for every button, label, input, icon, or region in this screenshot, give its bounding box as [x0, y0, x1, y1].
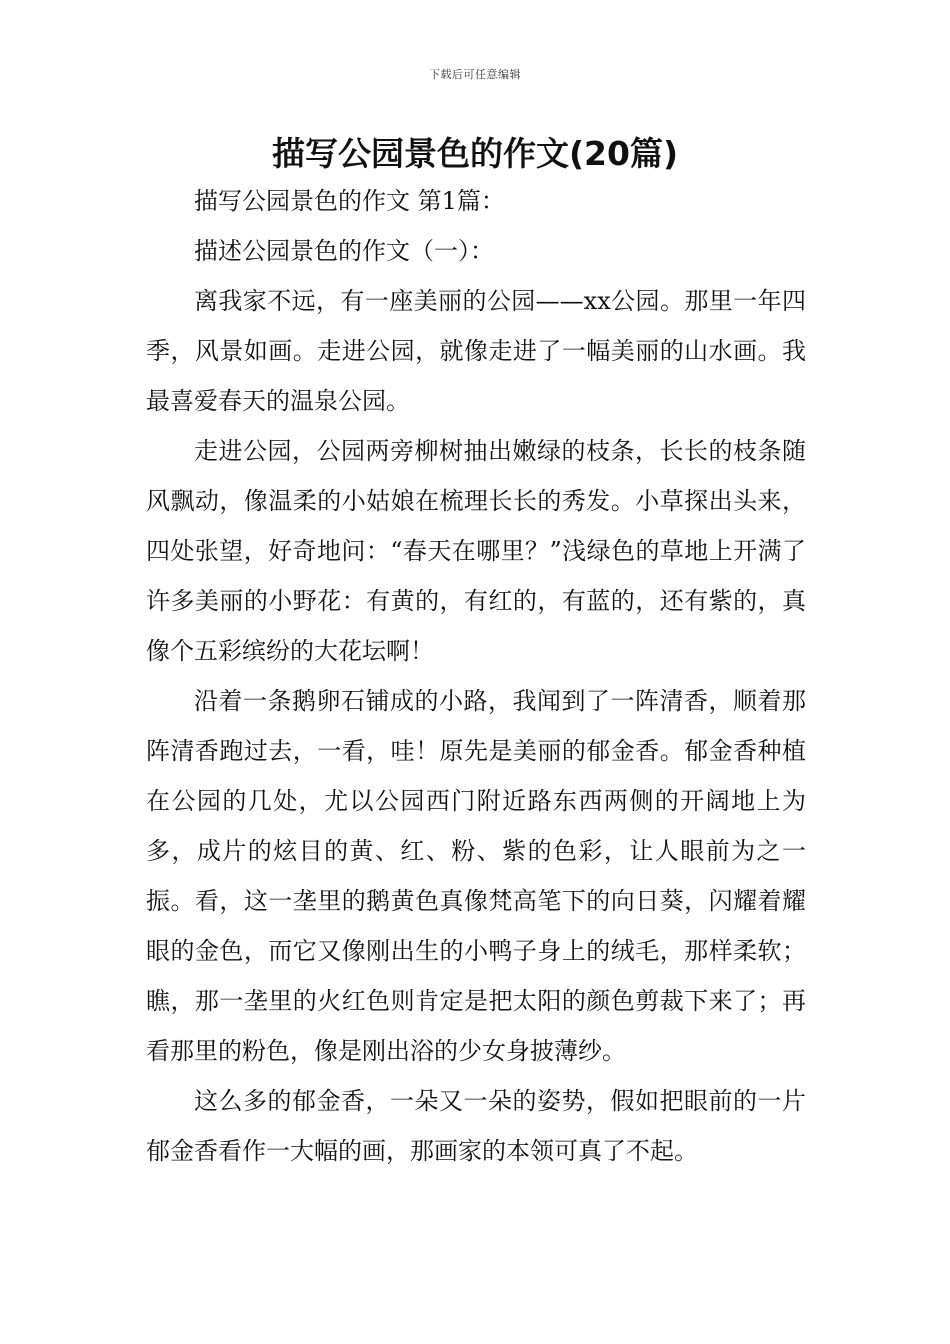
subheading: 描述公园景色的作文（一）：	[194, 237, 494, 265]
section-heading: 描写公园景色的作文 第1篇：	[194, 187, 505, 215]
document-title: 描写公园景色的作文(20篇)	[271, 134, 679, 173]
paragraph-4: 这么多的郁金香，一朵又一朵的姿势，假如把眼前的一片郁金香看作一大幅的画，那画家的本领可真了不起。	[146, 1087, 806, 1165]
document-body	[146, 176, 806, 1176]
paragraph-3: 沿着一条鹅卵石铺成的小路，我闻到了一阵清香，顺着那阵清香跑过去，一看，哇！原先是美丽的郁金香。郁金香种植在公园的几处，尤以公园西门附近路东西两侧的开阔地上为多，成片的炫目的黄、红、粉、紫的色彩，让人眼前为之一振。看，这一垄里的鹅黄色真像梵高笔下的向日葵，闪耀着耀眼的金色，而它又像刚出生的小鸭子身上的绒毛，那样柔软；瞧，那一垄里的火红色则肯定是把太阳的颜色剪裁下来了；再看那里的粉色，像是刚出浴的少女身披薄纱。	[146, 687, 806, 1065]
header-note: 下载后可任意编辑	[429, 68, 521, 81]
paragraph-1: 离我家不远，有一座美丽的公园——xx公园。那里一年四季，风景如画。走进公园，就像走进了一幅美丽的山水画。我最喜爱春天的温泉公园。	[146, 287, 806, 415]
paragraph-2: 走进公园，公园两旁柳树抽出嫩绿的枝条，长长的枝条随风飘动，像温柔的小姑娘在梳理长长的秀发。小草探出头来，四处张望，好奇地问：“春天在哪里？”浅绿色的草地上开满了许多美丽的小野花：有黄的，有红的，有蓝的，还有紫的，真像个五彩缤纷的大花坛啊！	[146, 437, 806, 665]
